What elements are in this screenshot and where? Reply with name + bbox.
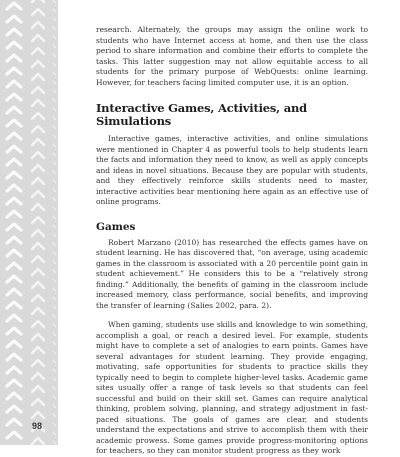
chevron-tick (53, 414, 56, 417)
chevron-tick (53, 108, 56, 111)
chevron-mark (7, 172, 21, 178)
chevron-mark (7, 367, 21, 373)
chevron-mark (32, 139, 44, 145)
chevron-tick (53, 90, 56, 93)
chevron-mark (7, 107, 21, 113)
chevron-tick (53, 315, 56, 318)
chevron-mark (7, 341, 21, 347)
chevron-tick (53, 441, 56, 444)
page-number: 98 (32, 421, 43, 431)
chevron-mark (7, 419, 21, 425)
chevron-mark (32, 243, 44, 249)
chevron-mark (32, 282, 44, 288)
chevron-tick (53, 189, 56, 192)
games-paragraph-1: Robert Marzano (2010) has researched the effects games have on student learning. He has discovered that, “on average, using academic games in the classroom is associated with a 20 percentile point gain in student achievement.” He considers this to be a “relatively strong finding.” Additionally, the benefits of gaming in the classroom include increased memory, class performance, social benefits, and improving the transfer of learning (Salies 2002, para. 2). (96, 237, 368, 310)
chevron-mark (7, 211, 21, 217)
chevron-tick (53, 369, 56, 372)
chevron-mark (32, 217, 44, 223)
chevron-tick (53, 234, 56, 237)
chevron-mark (32, 100, 44, 106)
chevron-mark (32, 35, 44, 41)
chevron-tick (53, 207, 56, 210)
chevron-tick (53, 99, 56, 102)
chevron-tick (53, 180, 56, 183)
chevron-tick (53, 36, 56, 39)
chevron-mark (7, 315, 21, 321)
chevron-tick (53, 432, 56, 435)
chevron-mark (32, 399, 44, 405)
chevron-mark (32, 308, 44, 314)
chevron-mark (7, 263, 21, 269)
chevron-tick (53, 297, 56, 300)
chevron-mark (7, 198, 21, 204)
chevron-mark (32, 230, 44, 236)
decorative-side-strip (0, 0, 58, 445)
chevron-tick (53, 81, 56, 84)
chevron-mark (7, 393, 21, 399)
page-content (96, 25, 368, 457)
chevron-tick (53, 216, 56, 219)
chevron-mark (32, 204, 44, 210)
chevron-tick (53, 198, 56, 201)
chevron-mark (32, 152, 44, 158)
chevron-mark (7, 289, 21, 295)
chevron-mark (7, 42, 21, 48)
chevron-mark (7, 237, 21, 243)
games-paragraph-2: When gaming, students use skills and knowledge to win something, accomplish a goal, or reach a desired level. For example, students might have to complete a set of analogies to earn points. Games have several advantages for student learning. They provide engaging, motivating, safe opportunities for students to practice skills they typically need to begin to complete higher-level tasks. Academic game sites usually offer a range of task levels so that students can feel successful and build on their skill set. Games can require analytical thinking, problem solving, planning, and strategy adjustment in fast-paced situations. The goals of games are clear, and students understand the expectations and strive to accomplish them with their academic prowess. Some games provide progress-monitoring options for teachers, so they can monitor student progress as they work (96, 320, 368, 455)
chevron-mark (7, 328, 21, 334)
chevron-tick (53, 279, 56, 282)
chevron-mark (32, 295, 44, 301)
chevron-mark (7, 81, 21, 87)
chevron-mark (32, 347, 44, 353)
chevron-tick (53, 396, 56, 399)
chevron-mark (32, 269, 44, 275)
chevron-tick (53, 306, 56, 309)
chevron-mark (32, 256, 44, 262)
chevron-tick (53, 342, 56, 345)
chevron-mark (7, 16, 21, 22)
chevron-mark (32, 113, 44, 119)
chevron-mark (7, 276, 21, 282)
section-heading: Interactive Games, Activities, and Simulations (96, 101, 307, 128)
chevron-tick (53, 333, 56, 336)
chevron-tick (53, 405, 56, 408)
chevron-mark (32, 334, 44, 340)
chevron-tick (53, 270, 56, 273)
chevron-mark (7, 55, 21, 61)
chevron-mark (32, 165, 44, 171)
chevron-mark (7, 185, 21, 191)
section-paragraph: Interactive games, interactive activities, and online simulations were mentioned in Chapter 4 as powerful tools to help students learn the facts and information they need to know, as well as apply concepts and ideas in novel situations. Because they are popular with students, and they effectively reinforce skills students need to master, interactive activities bear mentioning here again as an effective use of online programs. (96, 134, 368, 206)
chevron-mark (32, 412, 44, 418)
chevron-mark (7, 432, 21, 438)
chevron-mark (32, 22, 44, 28)
chevron-tick (53, 243, 56, 246)
chevron-tick (53, 171, 56, 174)
chevron-mark (7, 146, 21, 152)
chevron-tick (53, 18, 56, 21)
chevron-tick (53, 144, 56, 147)
chevron-mark (32, 178, 44, 184)
chevron-mark (7, 29, 21, 35)
chevron-mark (32, 321, 44, 327)
chevron-mark (7, 224, 21, 230)
chevron-mark (32, 74, 44, 80)
chevron-tick (53, 378, 56, 381)
chevron-pattern-graphic (0, 0, 58, 445)
chevron-tick (53, 387, 56, 390)
chevron-mark (7, 3, 21, 9)
chevron-tick (53, 54, 56, 57)
chevron-mark (7, 380, 21, 386)
chevron-tick (53, 0, 56, 3)
chevron-tick (53, 261, 56, 264)
chevron-tick (53, 63, 56, 66)
chevron-tick (53, 324, 56, 327)
chevron-mark (7, 406, 21, 412)
chevron-mark (32, 373, 44, 379)
chevron-mark (7, 68, 21, 74)
chevron-tick (53, 9, 56, 12)
chevron-mark (7, 354, 21, 360)
intro-paragraph: research. Alternately, the groups may assign the online work to students who have Internet access at home, and then use the class period to share information and combine their efforts to complete the tasks. This latter suggestion may not allow equitable access to all students for the primary purpose of WebQuests: online learning. However, for teachers facing limited computer use, it is an option. (96, 25, 368, 87)
chevron-mark (32, 9, 44, 15)
chevron-mark (32, 191, 44, 197)
chevron-tick (53, 351, 56, 354)
chevron-mark (7, 94, 21, 100)
chevron-tick (53, 225, 56, 228)
chevron-mark (32, 61, 44, 67)
chevron-mark (32, 126, 44, 132)
chevron-tick (53, 117, 56, 120)
chevron-mark (32, 87, 44, 93)
chevron-tick (53, 252, 56, 255)
chevron-mark (7, 250, 21, 256)
chevron-tick (53, 126, 56, 129)
chevron-tick (53, 72, 56, 75)
chevron-mark (7, 133, 21, 139)
chevron-tick (53, 288, 56, 291)
chevron-tick (53, 153, 56, 156)
chevron-tick (53, 135, 56, 138)
games-subheading: Games (96, 220, 136, 233)
chevron-tick (53, 27, 56, 30)
chevron-mark (7, 159, 21, 165)
chevron-tick (53, 423, 56, 426)
chevron-mark (7, 120, 21, 126)
chevron-mark (32, 438, 44, 444)
chevron-mark (32, 48, 44, 54)
chevron-mark (32, 386, 44, 392)
chevron-mark (32, 360, 44, 366)
chevron-mark (32, 0, 44, 2)
chevron-tick (53, 162, 56, 165)
chevron-tick (53, 45, 56, 48)
chevron-tick (53, 360, 56, 363)
chevron-mark (7, 302, 21, 308)
